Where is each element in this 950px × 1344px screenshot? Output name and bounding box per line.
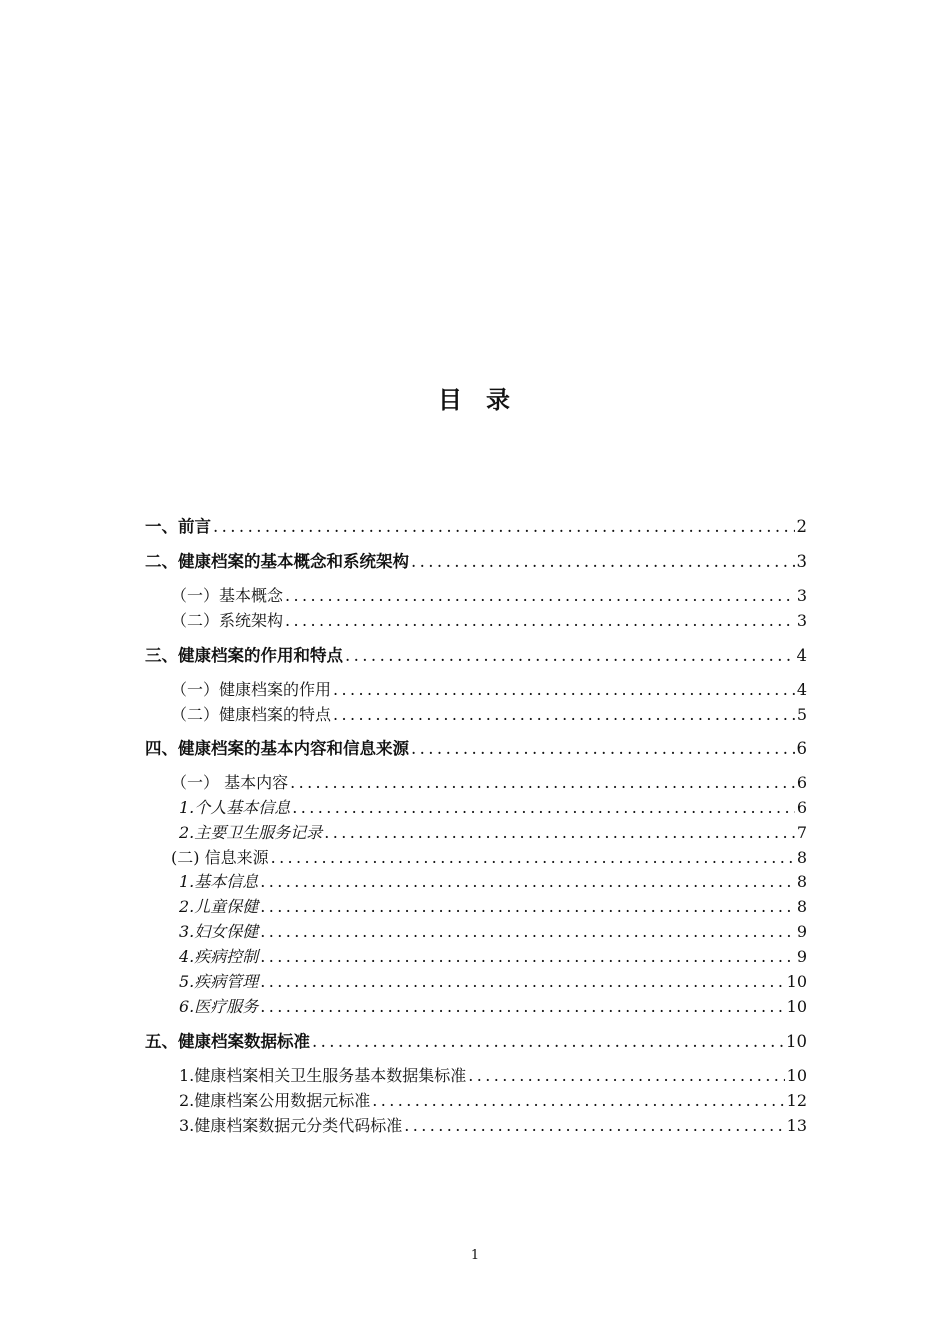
toc-entry-section-2[interactable]: [145, 550, 807, 574]
toc-entry-label: （一） 基本内容: [171, 773, 289, 792]
toc-entry-label: （二）系统架构: [171, 611, 284, 630]
toc-entry-4-1-2[interactable]: [145, 821, 807, 845]
toc-entry-label: (二) 信息来源: [171, 848, 269, 867]
toc-entry-2-1[interactable]: [145, 584, 807, 608]
toc-entry-number: 5.: [179, 972, 195, 991]
toc-page-number: 8: [796, 897, 807, 916]
toc-page-number: 6: [796, 773, 807, 792]
toc-leader: [324, 821, 795, 845]
toc-entry-4-1[interactable]: [145, 771, 807, 795]
toc-entry-label: 健康档案公用数据元标准: [194, 1091, 371, 1110]
toc-entry-label: （一）健康档案的作用: [171, 680, 332, 699]
toc-leader: [411, 550, 795, 574]
page-number-footer: 1: [470, 1248, 480, 1263]
toc-entry-4-2-3[interactable]: [145, 920, 807, 944]
toc-entry-2-2[interactable]: [145, 609, 807, 633]
toc-entry-label: 三、健康档案的作用和特点: [145, 646, 343, 665]
toc-page-number: 12: [786, 1091, 807, 1110]
toc-page-number: 5: [796, 705, 807, 724]
toc-entry-4-2-1[interactable]: [145, 870, 807, 894]
toc-page-number: 7: [796, 823, 807, 842]
toc-entry-label: （一）基本概念: [171, 586, 284, 605]
toc-entry-section-4[interactable]: [145, 737, 807, 761]
toc-entry-number: 6.: [179, 997, 195, 1016]
toc-entry-label: 主要卫生服务记录: [194, 823, 323, 842]
toc-page-number: 6: [796, 739, 807, 758]
toc-page-number: 4: [796, 680, 807, 699]
toc-entry-4-2-6[interactable]: [145, 995, 807, 1019]
toc-entry-number: 3.: [179, 1116, 195, 1135]
toc-leader: [411, 737, 795, 761]
toc-entry-number: 1.: [179, 1066, 195, 1085]
toc-page-number: 8: [796, 848, 807, 867]
toc-entry-label: 儿童保健: [194, 897, 259, 916]
title-char-2: 录: [486, 386, 512, 414]
toc-entry-label: 疾病控制: [194, 947, 259, 966]
title-char-1: 目: [438, 386, 464, 414]
toc-entry-label: 一、前言: [145, 517, 211, 536]
toc-entry-label: 妇女保健: [194, 922, 259, 941]
toc-entry-number: 2.: [179, 897, 195, 916]
toc-leader: [404, 1114, 784, 1138]
toc-entry-4-2[interactable]: [145, 846, 807, 870]
toc-entry-label: 健康档案相关卫生服务基本数据集标准: [194, 1066, 467, 1085]
toc-leader: [290, 771, 795, 795]
toc-entry-5-1[interactable]: [145, 1064, 807, 1088]
toc-page-number: 3: [796, 611, 807, 630]
toc-leader: [292, 796, 795, 820]
toc-leader: [468, 1064, 784, 1088]
toc-leader: [260, 995, 784, 1019]
toc-entry-label: （二）健康档案的特点: [171, 705, 332, 724]
toc-entry-number: 1.: [179, 798, 195, 817]
toc-page-number: 10: [786, 1066, 807, 1085]
toc-entry-section-5[interactable]: [145, 1030, 807, 1054]
toc-entry-preface[interactable]: [145, 515, 807, 539]
toc-entry-label: 个人基本信息: [194, 798, 291, 817]
toc-entry-label: 二、健康档案的基本概念和系统架构: [145, 552, 409, 571]
toc-entry-label: 疾病管理: [194, 972, 259, 991]
toc-entry-number: 4.: [179, 947, 195, 966]
toc-entry-number: 2.: [179, 1091, 195, 1110]
toc-entry-label: 医疗服务: [194, 997, 259, 1016]
toc-entry-label: 五、健康档案数据标准: [145, 1032, 310, 1051]
toc-entry-4-1-1[interactable]: [145, 796, 807, 820]
toc-leader: [260, 895, 795, 919]
toc-entry-4-2-2[interactable]: [145, 895, 807, 919]
toc-leader: [372, 1089, 784, 1113]
toc-page-number: 4: [796, 646, 807, 665]
toc-leader: [260, 970, 784, 994]
toc-entry-5-2[interactable]: [145, 1089, 807, 1113]
toc-leader: [271, 846, 795, 870]
toc-leader: [285, 584, 795, 608]
toc-leader: [312, 1030, 784, 1054]
toc-leader: [333, 703, 795, 727]
toc-leader: [345, 644, 795, 668]
toc-page-number: 13: [786, 1116, 807, 1135]
toc-page-number: 8: [796, 872, 807, 891]
toc-page-number: 2: [796, 517, 807, 536]
toc-page-number: 3: [796, 586, 807, 605]
toc-page-number: 9: [796, 947, 807, 966]
toc-page-number: 9: [796, 922, 807, 941]
toc-page-number: 3: [796, 552, 807, 571]
toc-entry-3-1[interactable]: [145, 678, 807, 702]
toc-leader: [260, 870, 795, 894]
toc-page-number: 10: [786, 1032, 807, 1051]
toc-page-number: 10: [786, 997, 807, 1016]
toc-entry-number: 2.: [179, 823, 195, 842]
toc-entry-number: 1.: [179, 872, 195, 891]
toc-leader: [260, 920, 795, 944]
toc-entry-number: 3.: [179, 922, 195, 941]
toc-leader: [333, 678, 795, 702]
toc-entry-4-2-5[interactable]: [145, 970, 807, 994]
toc-page-number: 6: [796, 798, 807, 817]
toc-entry-4-2-4[interactable]: [145, 945, 807, 969]
toc-entry-section-3[interactable]: [145, 644, 807, 668]
toc-leader: [260, 945, 795, 969]
toc-leader: [213, 515, 795, 539]
toc-entry-label: 健康档案数据元分类代码标准: [194, 1116, 403, 1135]
toc-leader: [285, 609, 795, 633]
toc-entry-5-3[interactable]: [145, 1114, 807, 1138]
toc-page-number: 10: [786, 972, 807, 991]
toc-entry-label: 基本信息: [194, 872, 259, 891]
toc-entry-3-2[interactable]: [145, 703, 807, 727]
toc-entry-label: 四、健康档案的基本内容和信息来源: [145, 739, 409, 758]
table-of-contents: [145, 0, 807, 1344]
